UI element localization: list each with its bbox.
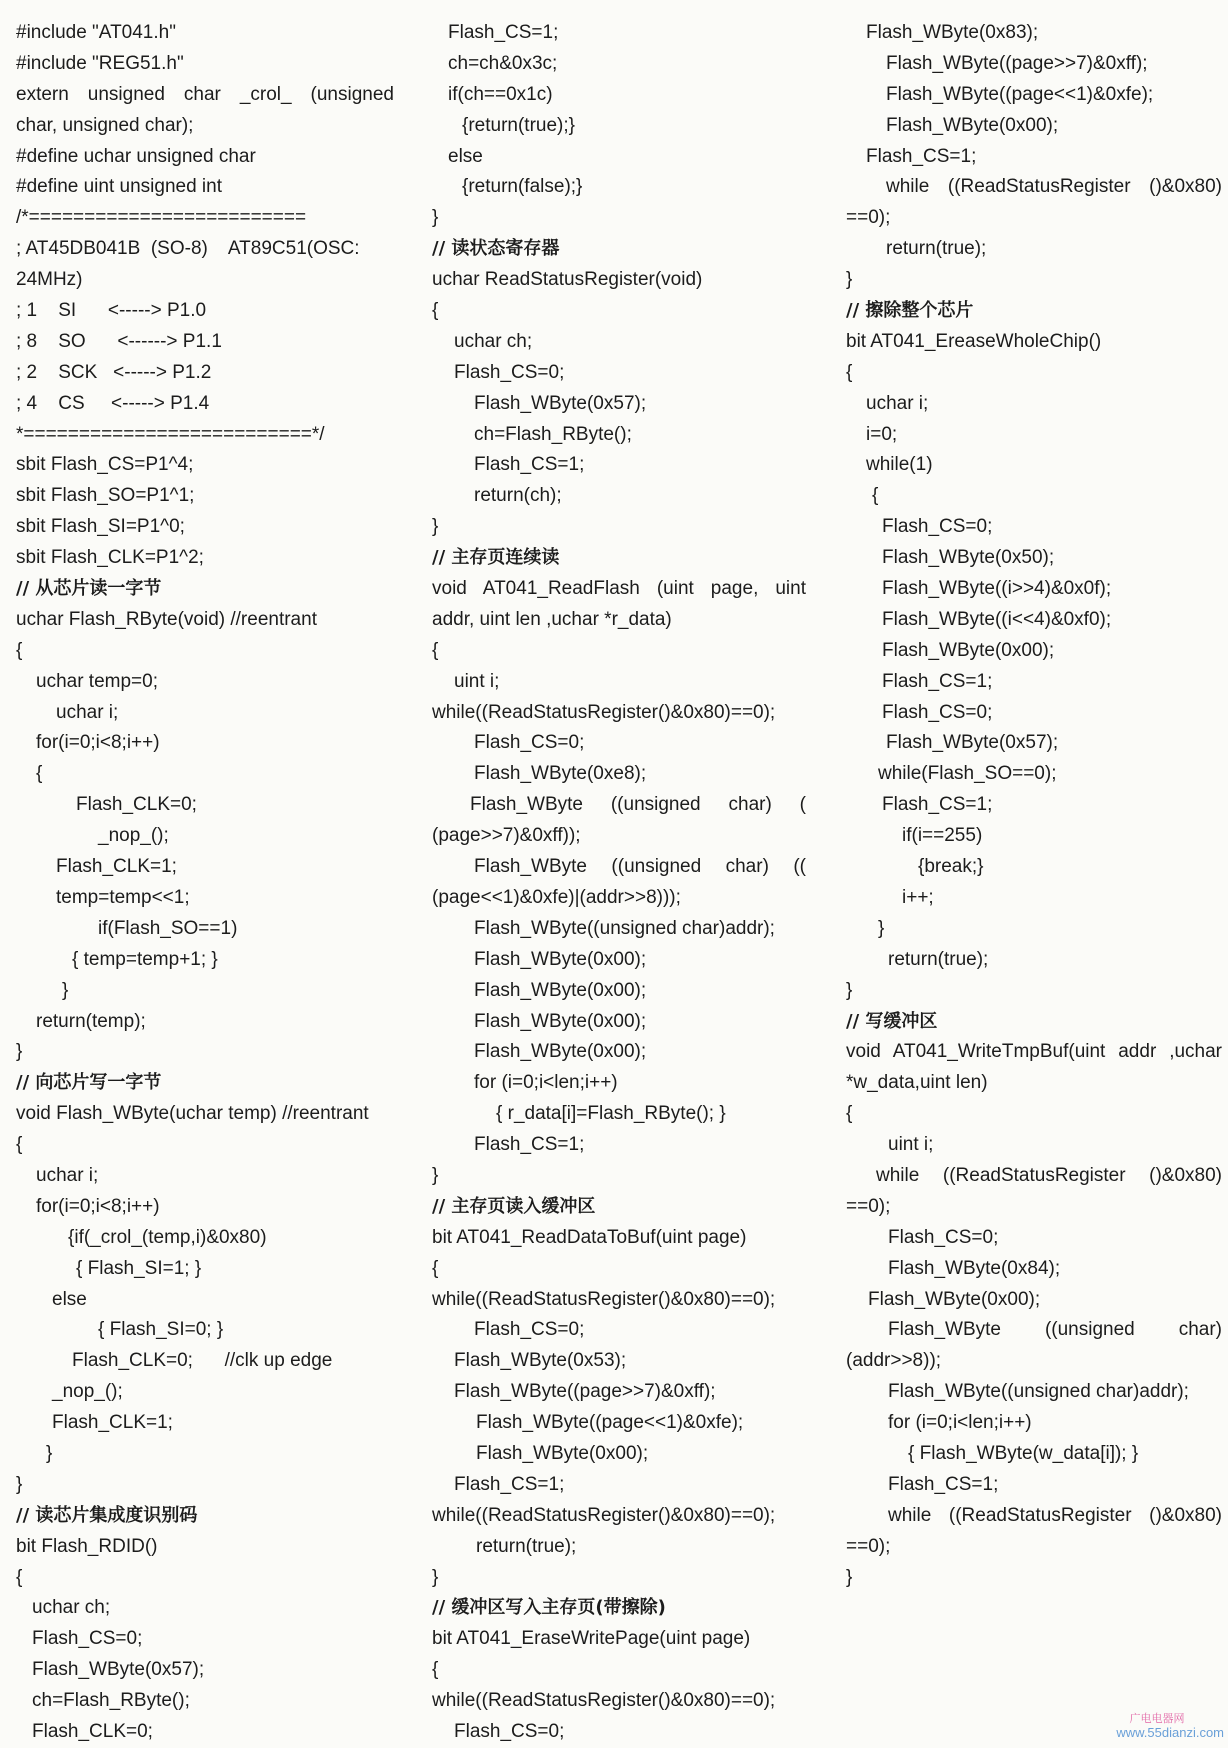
code-line: while((ReadStatusRegister()&0x80)==0);	[432, 1690, 776, 1712]
code-line: }	[846, 269, 853, 291]
code-line: }	[432, 516, 439, 538]
code-line: Flash_WByte(0x00);	[474, 948, 647, 970]
code-line: Flash_CS=0;	[888, 1226, 999, 1248]
code-line: sbit Flash_SO=P1^1;	[16, 485, 195, 507]
code-line: uint i;	[888, 1134, 934, 1156]
code-line: while((ReadStatusRegister()&0x80)==0);	[432, 701, 776, 723]
code-line: }	[16, 1041, 23, 1063]
code-line: while((ReadStatusRegister()&0x80)==0);	[432, 1504, 776, 1526]
code-line: if(Flash_SO==1)	[98, 917, 238, 939]
code-line: { Flash_SI=0; }	[98, 1319, 224, 1341]
code-line: Flash_CS=1;	[474, 454, 585, 476]
code-line: /*=========================	[16, 207, 307, 229]
code-line: {if(_crol_(temp,i)&0x80)	[68, 1226, 267, 1248]
code-line: #define uint unsigned int	[16, 176, 222, 198]
code-line: #include "AT041.h"	[16, 22, 176, 43]
code-line: Flash_WByte(0x84);	[888, 1257, 1061, 1279]
code-line: return(true);	[888, 948, 989, 970]
code-line: Flash_WByte(0x00);	[474, 979, 647, 1001]
code-line: void AT041_ReadFlash (uint page, uint	[432, 578, 806, 600]
code-line: for (i=0;i<len;i++)	[474, 1072, 618, 1094]
code-line: ==0);	[846, 1195, 891, 1217]
code-line: Flash_WByte((i<<4)&0xf0);	[882, 608, 1112, 630]
code-line: Flash_WByte((unsigned char)addr);	[474, 917, 775, 939]
code-comment-line: // 从芯片读一字节	[16, 578, 162, 600]
code-comment-line: // 擦除整个芯片	[846, 300, 974, 322]
code-line: Flash_WByte(0x57);	[886, 732, 1059, 754]
code-line: return(temp);	[36, 1010, 146, 1032]
code-line: ch=Flash_RByte();	[474, 423, 632, 445]
code-line: uchar i;	[56, 701, 119, 723]
code-line: bit AT041_EraseWritePage(uint page)	[432, 1628, 751, 1650]
code-line: Flash_CS=1;	[448, 22, 559, 43]
code-line: uchar i;	[36, 1164, 99, 1186]
code-line: }	[432, 207, 439, 229]
code-line: _nop_();	[98, 825, 169, 847]
code-line: {	[16, 639, 23, 661]
code-line: }	[16, 1473, 23, 1495]
code-line: Flash_WByte(0xe8);	[474, 763, 647, 785]
code-comment-line: // 读状态寄存器	[432, 238, 560, 260]
code-line: Flash_CS=0;	[454, 361, 565, 383]
code-line: {return(false);}	[462, 176, 583, 198]
code-line: ==0);	[846, 1535, 891, 1557]
code-line: Flash_CLK=0;	[76, 794, 197, 816]
code-column-2	[432, 18, 806, 1748]
code-line: Flash_CS=1;	[888, 1473, 999, 1495]
code-line: Flash_CS=0;	[882, 516, 993, 538]
code-line: addr, uint len ,uchar *r_data)	[432, 608, 672, 630]
code-line: return(true);	[886, 238, 987, 260]
code-line: Flash_CLK=1;	[52, 1412, 173, 1434]
code-line: Flash_WByte(0x57);	[474, 392, 647, 414]
code-line: Flash_WByte ((unsigned char) ((	[474, 856, 806, 878]
code-comment-line: // 读芯片集成度识别码	[16, 1504, 198, 1526]
code-comment-line: // 主存页连续读	[432, 547, 560, 569]
code-line: Flash_WByte((unsigned char)addr);	[888, 1381, 1189, 1403]
code-line: Flash_WByte((i>>4)&0x0f);	[882, 578, 1112, 600]
code-line: { temp=temp+1; }	[72, 948, 218, 970]
code-line: Flash_WByte(0x83);	[866, 22, 1039, 43]
code-line: ; 8 SO <------> P1.1	[16, 330, 222, 352]
code-line: Flash_CS=0;	[882, 701, 993, 723]
code-line: *==========================*/	[16, 423, 325, 445]
code-line: Flash_WByte ((unsigned char) (	[470, 794, 806, 816]
code-line: { Flash_SI=1; }	[76, 1257, 202, 1279]
code-line: uint i;	[454, 670, 500, 692]
code-line: {	[846, 1103, 853, 1125]
code-line: Flash_CS=0;	[474, 1319, 585, 1341]
code-line: sbit Flash_CS=P1^4;	[16, 454, 194, 476]
code-line: Flash_CS=0;	[474, 732, 585, 754]
code-line: ; 4 CS <-----> P1.4	[16, 392, 210, 414]
code-line: {	[16, 1566, 23, 1588]
code-line: uchar i;	[866, 392, 929, 414]
code-line: bit AT041_ReadDataToBuf(uint page)	[432, 1226, 747, 1248]
code-line: }	[878, 917, 885, 939]
code-line: Flash_WByte(0x53);	[454, 1350, 627, 1372]
code-line: }	[432, 1164, 439, 1186]
code-line: for(i=0;i<8;i++)	[36, 1195, 160, 1217]
code-line: Flash_CS=1;	[882, 794, 993, 816]
code-line: while(Flash_SO==0);	[878, 763, 1057, 785]
code-line: {	[432, 1659, 439, 1681]
code-line: }	[46, 1442, 53, 1464]
code-line: {	[432, 300, 439, 322]
code-line: ; 2 SCK <-----> P1.2	[16, 361, 212, 383]
code-comment-line: // 写缓冲区	[846, 1010, 938, 1032]
watermark	[1090, 1713, 1224, 1740]
code-comment-line: // 主存页读入缓冲区	[432, 1195, 596, 1217]
code-line: }	[846, 979, 853, 1001]
code-line: ch=ch&0x3c;	[448, 52, 558, 74]
code-line: Flash_WByte(0x00);	[882, 639, 1055, 661]
code-line: (page>>7)&0xff));	[432, 825, 581, 847]
code-line: uchar ReadStatusRegister(void)	[432, 269, 703, 291]
code-line: char, unsigned char);	[16, 114, 194, 136]
code-column-3	[846, 18, 1222, 1593]
code-line: Flash_CS=0;	[32, 1628, 143, 1650]
code-line: while ((ReadStatusRegister ()&0x80)	[876, 1164, 1222, 1186]
code-line: if(i==255)	[902, 825, 983, 847]
watermark-logo: 广电电器网	[1129, 1713, 1185, 1725]
code-line: {	[846, 361, 853, 383]
code-line: while ((ReadStatusRegister ()&0x80)	[886, 176, 1222, 198]
code-line: bit AT041_EreaseWholeChip()	[846, 330, 1102, 352]
code-line: { r_data[i]=Flash_RByte(); }	[496, 1103, 726, 1125]
code-line: {break;}	[918, 856, 984, 878]
code-line: Flash_CLK=0; //clk up edge	[72, 1350, 333, 1372]
code-line: {	[16, 1134, 23, 1156]
code-line: else	[52, 1288, 87, 1310]
code-line: }	[62, 979, 69, 1001]
code-line: bit Flash_RDID()	[16, 1535, 158, 1557]
code-line: i=0;	[866, 423, 898, 445]
code-line: {return(true);}	[462, 114, 575, 136]
code-line: void Flash_WByte(uchar temp) //reentrant	[16, 1103, 369, 1125]
code-line: Flash_WByte(0x57);	[32, 1659, 205, 1681]
code-line: extern unsigned char _crol_ (unsigned	[16, 83, 394, 105]
code-line: temp=temp<<1;	[56, 886, 190, 908]
code-line: uchar temp=0;	[36, 670, 158, 692]
code-line: Flash_WByte(0x00);	[886, 114, 1059, 136]
watermark-url: www.55dianzi.com	[1116, 1725, 1224, 1740]
code-line: Flash_CS=0;	[454, 1720, 565, 1742]
code-line: for(i=0;i<8;i++)	[36, 732, 160, 754]
code-line: uchar Flash_RByte(void) //reentrant	[16, 608, 317, 630]
code-column-1	[16, 18, 394, 1748]
code-line: ch=Flash_RByte();	[32, 1690, 190, 1712]
code-line: Flash_WByte(0x00);	[474, 1010, 647, 1032]
code-line: Flash_WByte((page<<1)&0xfe);	[886, 83, 1154, 105]
code-line: Flash_WByte((page<<1)&0xfe);	[476, 1412, 744, 1434]
code-line: sbit Flash_CLK=P1^2;	[16, 547, 204, 569]
code-line: for (i=0;i<len;i++)	[888, 1412, 1032, 1434]
code-line: *w_data,uint len)	[846, 1072, 988, 1094]
code-line: Flash_CS=1;	[454, 1473, 565, 1495]
code-line: Flash_CS=1;	[474, 1134, 585, 1156]
code-line: #include "REG51.h"	[16, 52, 184, 74]
code-line: while(1)	[866, 454, 933, 476]
code-line: #define uchar unsigned char	[16, 145, 256, 167]
code-line: {	[432, 1257, 439, 1279]
code-line: { Flash_WByte(w_data[i]); }	[908, 1442, 1139, 1464]
code-line: Flash_CS=1;	[866, 145, 977, 167]
code-line: {	[432, 639, 439, 661]
code-line: {	[36, 763, 43, 785]
code-line: i++;	[902, 886, 934, 908]
code-line: Flash_WByte ((unsigned char)	[888, 1319, 1222, 1341]
code-line: if(ch==0x1c)	[448, 83, 553, 105]
code-line: while((ReadStatusRegister()&0x80)==0);	[432, 1288, 776, 1310]
code-line: Flash_WByte(0x50);	[882, 547, 1055, 569]
code-line: return(true);	[476, 1535, 577, 1557]
code-line: ==0);	[846, 207, 891, 229]
code-line: Flash_WByte((page>>7)&0xff);	[454, 1381, 716, 1403]
code-line: Flash_WByte(0x00);	[868, 1288, 1041, 1310]
code-line: {	[872, 485, 879, 507]
code-line: ; 1 SI <-----> P1.0	[16, 300, 207, 322]
code-line: void AT041_WriteTmpBuf(uint addr ,uchar	[846, 1041, 1222, 1063]
code-line: }	[846, 1566, 853, 1588]
code-line: ; AT45DB041B (SO-8) AT89C51(OSC:	[16, 238, 360, 260]
code-line: (page<<1)&0xfe)|(addr>>8)));	[432, 886, 681, 908]
code-line: Flash_WByte((page>>7)&0xff);	[886, 52, 1148, 74]
code-line: 24MHz)	[16, 269, 83, 291]
code-line: Flash_WByte(0x00);	[476, 1442, 649, 1464]
code-line: Flash_CLK=0;	[32, 1720, 153, 1742]
code-comment-line: // 向芯片写一字节	[16, 1072, 162, 1094]
code-comment-line: // 缓冲区写入主存页(带擦除)	[432, 1597, 666, 1619]
code-line: Flash_WByte(0x00);	[474, 1041, 647, 1063]
code-line: Flash_CLK=1;	[56, 856, 177, 878]
code-line: _nop_();	[52, 1381, 123, 1403]
code-line: }	[432, 1566, 439, 1588]
code-line: uchar ch;	[32, 1597, 111, 1619]
code-line: Flash_CS=1;	[882, 670, 993, 692]
code-line: uchar ch;	[454, 330, 533, 352]
code-line: else	[448, 145, 483, 167]
code-line: return(ch);	[474, 485, 562, 507]
code-line: (addr>>8));	[846, 1350, 942, 1372]
code-line: sbit Flash_SI=P1^0;	[16, 516, 185, 538]
code-line: while ((ReadStatusRegister ()&0x80)	[888, 1504, 1222, 1526]
